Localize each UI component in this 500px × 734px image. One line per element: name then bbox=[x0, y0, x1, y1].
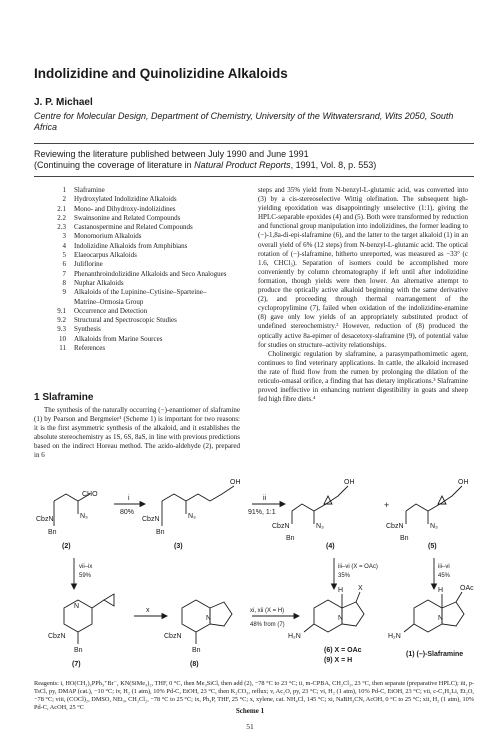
compound-label-3: (3) bbox=[174, 543, 183, 550]
label-h2n: H₂N bbox=[388, 633, 401, 640]
right-column bbox=[258, 186, 468, 404]
toc-entry bbox=[34, 242, 234, 251]
arrow-head bbox=[280, 502, 285, 507]
compound-label-7: (7) bbox=[72, 661, 81, 668]
toc-title: Synthesis bbox=[74, 325, 101, 334]
compound-label-5: (5) bbox=[428, 543, 437, 550]
compound-label-4: (4) bbox=[326, 543, 335, 550]
arrow-label-iii-vi-right: iii–vi bbox=[438, 564, 450, 570]
label-h: H bbox=[338, 587, 344, 594]
rule-divider bbox=[34, 176, 474, 177]
compound-label-2: (2) bbox=[62, 543, 71, 550]
toc-number: 9.1 bbox=[57, 306, 66, 315]
bond bbox=[292, 486, 348, 511]
arrow-label-x: x bbox=[146, 607, 150, 614]
body-paragraph-left: The synthesis of the naturally occurring (−)-enantiomer of slaframine (1) by Pearson and Bergmeier¹ (Scheme 1) is important for two reasons: it is the first asymmetric synthesis of the alkaloid, and it establishes the absolute stereochemistry as 1S, 6S, 8aS, in line with previous predictions based on the indirect Horeau method. The azido-aldehyde (2), prepared in 6 bbox=[34, 406, 240, 460]
label-h2n: H₂N bbox=[288, 633, 301, 640]
toc-title: Elaeocarpus Alkaloids bbox=[74, 251, 137, 260]
bond bbox=[92, 600, 104, 608]
toc-number: 9.2 bbox=[57, 316, 66, 325]
toc-number: 2.1 bbox=[57, 204, 66, 213]
label-n3: N₃ bbox=[80, 513, 88, 520]
label-oh: OH bbox=[344, 479, 355, 486]
arrow-yield-iii-vi-left: 35% bbox=[338, 573, 351, 579]
toc-number: 2.2 bbox=[57, 213, 66, 222]
toc-title: Hydroxylated Indolizidine Alkaloids bbox=[74, 195, 177, 204]
toc-entry bbox=[34, 223, 234, 232]
review-line-2-post: , 1991, Vol. 8, p. 553) bbox=[290, 160, 377, 170]
review-line-2 bbox=[34, 160, 494, 171]
indolizidine-ring-5 bbox=[342, 602, 364, 626]
label-h: H bbox=[438, 587, 444, 594]
arrow-label-vii-ix: vii–ix bbox=[79, 564, 93, 570]
toc-title: Indolizidine Alkaloids from Amphibians bbox=[74, 241, 188, 250]
toc-entry bbox=[34, 270, 234, 279]
arrow-head bbox=[72, 584, 77, 589]
arrow-label-xi-xii: xi, xii (X = H) bbox=[250, 608, 285, 614]
scheme-label: Scheme 1 bbox=[235, 707, 265, 715]
arrow-label-i: i bbox=[128, 495, 130, 502]
toc-number: 4 bbox=[62, 241, 66, 250]
toc-number: 9 bbox=[62, 288, 66, 297]
toc-number: 2 bbox=[62, 195, 66, 204]
arrow-yield-ii: 91%, 1:1 bbox=[248, 509, 276, 516]
toc-title: Castanospermine and Related Compounds bbox=[74, 223, 193, 232]
toc-number: 6 bbox=[62, 260, 66, 269]
label-x: X bbox=[358, 585, 363, 592]
bond bbox=[406, 486, 462, 511]
indolizidine-ring-5 bbox=[442, 602, 464, 626]
rule-divider bbox=[34, 143, 474, 144]
arrow-label-ii: ii bbox=[263, 495, 267, 502]
bond bbox=[162, 486, 234, 501]
toc-number: 5 bbox=[62, 251, 66, 260]
toc-title: Swainsonine and Related Compounds bbox=[74, 213, 181, 222]
toc-entry bbox=[34, 186, 234, 195]
toc-number: 7 bbox=[62, 269, 66, 278]
label-oh: OH bbox=[230, 479, 241, 486]
arrow-head bbox=[432, 584, 437, 589]
toc-number: 2.3 bbox=[57, 223, 66, 232]
article-title: Indolizidine and Quinolizidine Alkaloids bbox=[34, 66, 288, 81]
author-name: J. P. Michael bbox=[34, 97, 93, 108]
toc-number: 11 bbox=[59, 344, 66, 353]
bond bbox=[304, 624, 314, 632]
toc-entry bbox=[34, 205, 234, 214]
body-paragraph: steps and 35% yield from N-benzyl-L-glutamic acid, was converted into (3) by a cis-stereoselective Wittig olefination. The subsequent high-yielding epoxidation was disappointingly unselective (1:1), giving the HPLC-separable epoxides (4) and (5). Both were transformed by reduction and functional group manipulation into indolizidines, the former leading to (−)-1,8a-di-epi-slaframine (6), and the latter to the target alkaloid (1) in an overall yield of 6% (12 steps) from N-benzyl-L-glutamic acid. The optical rotation of (−)-slaframine, hitherto unreported, was measured as −33° (c 1.6, CHCl₃). Separation of isomers could be accomplished more conveniently by column chromatography if left until after indolizidine formation, though yields were then lower. An alternative attempt to produce the optically active alkaloid beginning with the same derivative (2), and proceeding through thermal rearrangement of the cyclopropylimine (7), failed when oxidation of the indolizidine-enamine (8) gave only low yields of an appropriately substituted product of undefined stereochemistry.² However, reduction of (8) produced the optically active 8a-epimer of desacetoxy-slaframine (9), of potential value for studies on structure–activity relationships. bbox=[258, 186, 468, 349]
reagents-caption: Reagents: i, HO(CH₂)₃PPh₃⁺Br⁻, KN(SiMe₃)₂, THF, 0 °C, then Me₃SiCl, then add (2), −78 °C to 23 °C; ii, m-CPBA, CH₂Cl₂, 23 °C, then separate (preparative HPLC); iii, p-TsCl, py, DMAP (cat.), −10 °C; iv, H₂ (1 atm), 10% Pd-C, EtOH, 23 °C, then K₂CO₃, reflux; v, Ac₂O, py, 23 °C; vi, H₂ (1 atm), 10% Pd-C, EtOH, 23 °C; vii, c-C₃H₅Li, Et₂O, −78 °C; viii, (COCl)₂, DMSO, NEt₃, CH₂Cl₂, −78 °C to 25 °C; ix, Ph₃P, THF, 25 °C; x, xylene, cat. NH₄Cl, 145 °C; xi, NaBH₃CN, AcOH, 0 °C to 25 °C; xii, H₂ (1 atm), 10% Pd-C, AcOH, 25 °C bbox=[34, 680, 474, 711]
body-paragraph: Cholinergic regulation by slaframine, a parasympathomimetic agent, continues to find veterinary applications. In cattle, the alkaloid increased the rate of fluid flow from the rumen by prolonging the dilation of the reticulo-omasal orifice, a finding that has dietary implications.³ Slaframine proved ineffective in enhancing nutrient digestibility in goats and sheep fed high fibre diets.⁴ bbox=[258, 349, 468, 404]
toc-entry bbox=[34, 288, 234, 297]
label-n3: N₃ bbox=[316, 523, 324, 530]
cyclopropane-ring bbox=[104, 594, 114, 606]
toc-number: 3 bbox=[62, 232, 66, 241]
arrow-yield-xi-xii: 48% from (7) bbox=[250, 622, 285, 628]
toc-entry bbox=[34, 344, 234, 353]
toc-title: Mono- and Dihydroxy-indolizidines bbox=[74, 204, 176, 213]
toc-number bbox=[34, 298, 74, 307]
section-heading: 1 Slaframine bbox=[34, 392, 94, 403]
label-n3: N₃ bbox=[430, 523, 438, 530]
arrow-head bbox=[294, 614, 299, 619]
bond bbox=[356, 592, 360, 602]
label-cbzn: CbzN bbox=[386, 523, 404, 530]
toc-entry bbox=[34, 214, 234, 223]
arrow-yield-vii-ix: 59% bbox=[79, 573, 92, 579]
arrow-head bbox=[332, 584, 337, 589]
label-n: N bbox=[338, 615, 344, 622]
label-cbzn: CbzN bbox=[36, 516, 54, 523]
toc-title: Matrine–Ormosia Group bbox=[74, 297, 144, 306]
reaction-scheme bbox=[34, 466, 480, 676]
label-bn: Bn bbox=[156, 529, 165, 536]
label-bn: Bn bbox=[48, 529, 57, 536]
toc-entry bbox=[34, 251, 234, 260]
scheme-drawing bbox=[34, 466, 480, 676]
toc-title: Alkaloids from Marine Sources bbox=[74, 334, 163, 343]
toc-entry bbox=[34, 232, 234, 241]
label-bn: Bn bbox=[400, 535, 409, 542]
arrow-label-iii-vi-left: iii–vi (X = OAc) bbox=[338, 564, 378, 570]
review-journal: Natural Product Reports bbox=[194, 160, 291, 170]
toc-number: 1 bbox=[62, 186, 66, 194]
toc-entry bbox=[34, 307, 234, 316]
label-n: N bbox=[74, 603, 80, 610]
toc-title: Slaframine bbox=[74, 186, 105, 194]
bond bbox=[456, 592, 462, 602]
pyrroline-ring bbox=[210, 602, 232, 626]
review-line-1: Reviewing the literature published between July 1990 and June 1991 bbox=[34, 149, 309, 159]
toc-number: 8 bbox=[62, 278, 66, 287]
compound-label-6: (6) X = OAc bbox=[324, 647, 362, 654]
label-cbzn: CbzN bbox=[164, 633, 182, 640]
label-cbzn: CbzN bbox=[272, 523, 290, 530]
compound-label-9: (9) X = H bbox=[324, 657, 353, 664]
toc-entry bbox=[34, 195, 234, 204]
label-cho: CHO bbox=[82, 491, 98, 498]
toc-number: 10 bbox=[59, 334, 66, 343]
toc-title: Phenanthroindolizidine Alkaloids and Seco Analogues bbox=[74, 269, 227, 278]
toc-number: 9.3 bbox=[57, 325, 66, 334]
toc-title: Alkaloids of the Lupinine–Cytisine–Sparteine– bbox=[74, 288, 207, 297]
bond bbox=[404, 624, 414, 632]
review-period bbox=[34, 149, 494, 171]
label-oac: OAc bbox=[460, 585, 474, 592]
compound-label-1: (1) (–)-Slaframine bbox=[406, 651, 464, 658]
toc-title: Monomorium Alkaloids bbox=[74, 232, 142, 241]
label-cbzn: CbzN bbox=[142, 516, 160, 523]
label-n: N bbox=[438, 615, 444, 622]
label-n3: N₃ bbox=[188, 513, 196, 520]
toc-title: References bbox=[74, 344, 106, 353]
toc-title: Nuphar Alkaloids bbox=[74, 278, 124, 287]
toc-entry bbox=[34, 316, 234, 325]
toc-title: Juliflorine bbox=[74, 260, 103, 269]
toc-title: Structural and Spectroscopic Studies bbox=[74, 316, 177, 325]
page-number: 51 bbox=[246, 722, 254, 731]
table-of-contents bbox=[34, 186, 234, 353]
toc-entry bbox=[34, 298, 234, 307]
arrow-head bbox=[140, 502, 145, 507]
toc-entry bbox=[34, 260, 234, 269]
toc-entry bbox=[34, 279, 234, 288]
toc-entry bbox=[34, 335, 234, 344]
review-line-2-pre: (Continuing the coverage of literature in bbox=[34, 160, 195, 170]
label-cbzn: CbzN bbox=[48, 633, 66, 640]
arrow-head bbox=[162, 614, 167, 619]
label-bn: Bn bbox=[74, 647, 83, 654]
label-bn: Bn bbox=[192, 647, 201, 654]
toc-entry bbox=[34, 325, 234, 334]
arrow-yield-iii-vi-right: 45% bbox=[438, 573, 451, 579]
label-n: N bbox=[206, 615, 212, 622]
author-affiliation: Centre for Molecular Design, Department of Chemistry, University of the Witwatersrand, Wits 2050, South Africa bbox=[34, 111, 454, 132]
label-plus: + bbox=[384, 500, 390, 510]
arrow-yield-i: 80% bbox=[120, 509, 135, 516]
label-bn: Bn bbox=[286, 535, 295, 542]
compound-label-8: (8) bbox=[190, 661, 199, 668]
label-oh: OH bbox=[458, 479, 469, 486]
toc-title: Occurrence and Detection bbox=[74, 306, 148, 315]
